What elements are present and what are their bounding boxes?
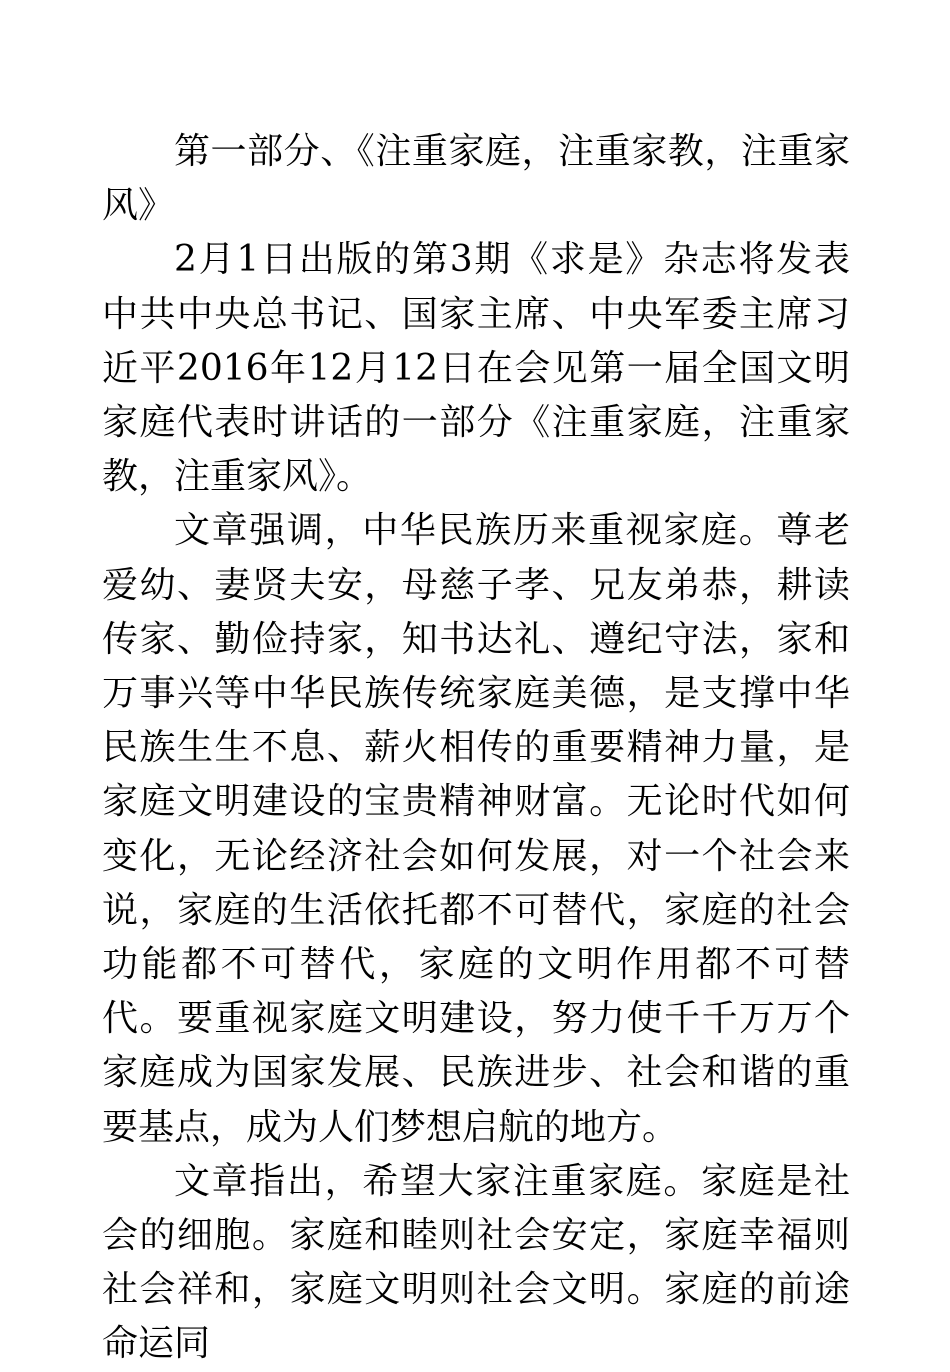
paragraph-body-2: 文章指出，希望大家注重家庭。家庭是社会的细胞。家庭和睦则社会安定，家庭幸福则社会祥和，家庭文明则社会文明。家庭的前途命运同 (102, 1160, 850, 1365)
paragraph-intro: 2月1日出版的第3期《求是》杂志将发表中共中央总书记、国家主席、中央军委主席习近平2016年12月12日在会见第一届全国文明家庭代表时讲话的一部分《注重家庭，注重家教，注重家风》。 (102, 239, 850, 498)
paragraph-body-1: 文章强调，中华民族历来重视家庭。尊老爱幼、妻贤夫安，母慈子孝、兄友弟恭，耕读传家、勤俭持家，知书达礼、遵纪守法，家和万事兴等中华民族传统家庭美德，是支撑中华民族生生不息、薪火相传的重要精神力量，是家庭文明建设的宝贵精神财富。无论时代如何变化，无论经济社会如何发展，对一个社会来说，家庭的生活依托都不可替代，家庭的社会功能都不可替代，家庭的文明作用都不可替代。要重视家庭文明建设，努力使千千万万个家庭成为国家发展、民族进步、社会和谐的重要基点，成为人们梦想启航的地方。 (102, 510, 850, 1148)
paragraph-title: 第一部分、《注重家庭，注重家教，注重家风》 (102, 131, 850, 227)
document-page (102, 125, 850, 1372)
